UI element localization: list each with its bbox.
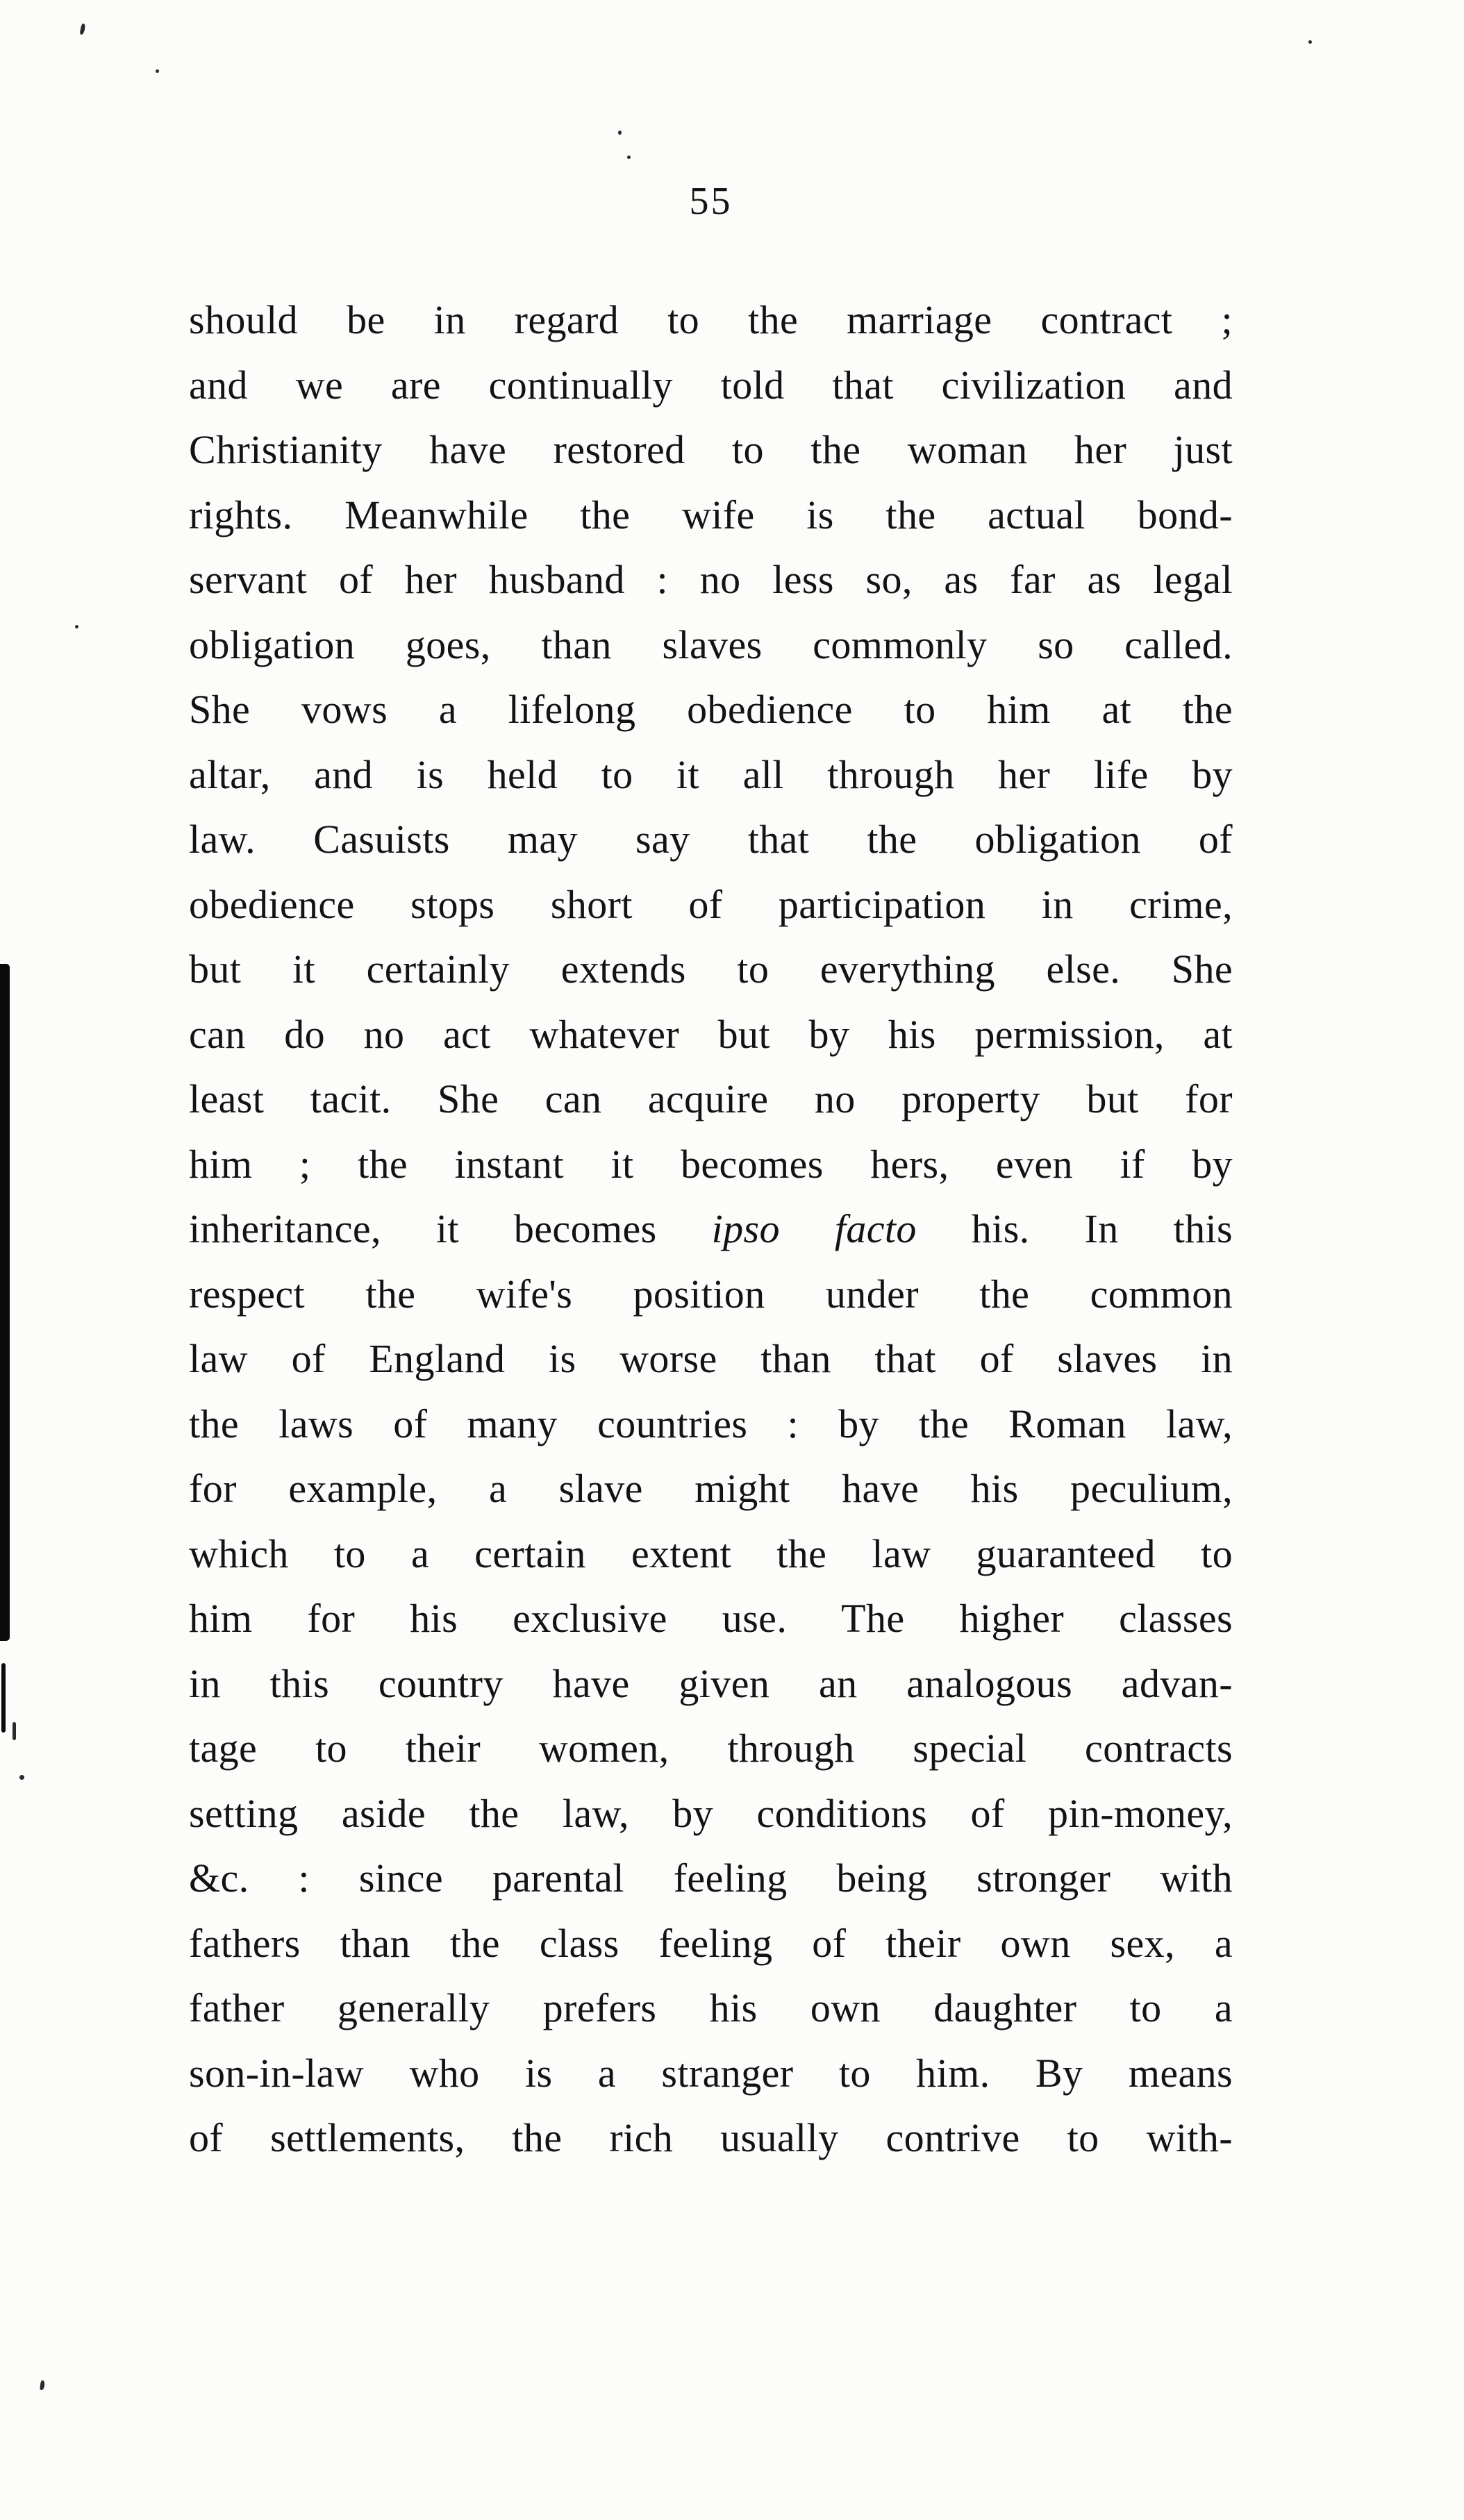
text-line: least tacit. She can acquire no property but for bbox=[189, 1076, 1233, 1121]
scan-speck bbox=[13, 1722, 16, 1740]
scan-speck bbox=[156, 69, 159, 73]
text-line: law. Casuists may say that the obligation of bbox=[189, 817, 1233, 862]
text-line: rights. Meanwhile the wife is the actual bond- bbox=[189, 492, 1233, 537]
text-block bbox=[189, 287, 1233, 2171]
text-line: father generally prefers his own daughter to a bbox=[189, 1985, 1233, 2030]
text-line: him ; the instant it becomes hers, even if by bbox=[189, 1141, 1233, 1187]
text-line: tage to their women, through special contracts bbox=[189, 1726, 1233, 1771]
scan-artifact-bar bbox=[0, 964, 10, 1641]
scan-speck bbox=[627, 156, 631, 159]
scan-speck bbox=[40, 2380, 45, 2391]
text-line: him for his exclusive use. The higher classes bbox=[189, 1596, 1233, 1641]
text-line: servant of her husband : no less so, as far as legal bbox=[189, 557, 1233, 602]
scan-speck bbox=[1308, 40, 1312, 44]
scan-artifact-bar-thin bbox=[1, 1663, 6, 1733]
scan-speck bbox=[19, 1775, 24, 1780]
text-line: obedience stops short of participation in crime, bbox=[189, 881, 1233, 927]
text-line: but it certainly extends to everything else. She bbox=[189, 946, 1233, 992]
text-line: fathers than the class feeling of their own sex, a bbox=[189, 1920, 1233, 1966]
text-line: can do no act whatever but by his permission, at bbox=[189, 1011, 1233, 1057]
text-line: of settlements, the rich usually contrive to with- bbox=[189, 2115, 1233, 2160]
text-line: obligation goes, than slaves commonly so called. bbox=[189, 621, 1233, 667]
text-line: law of England is worse than that of slaves in bbox=[189, 1336, 1233, 1381]
text-line: Christianity have restored to the woman her just bbox=[189, 427, 1233, 472]
page-number: 55 bbox=[689, 180, 733, 223]
text-line: for example, a slave might have his peculium, bbox=[189, 1466, 1233, 1511]
text-line: should be in regard to the marriage contract ; bbox=[189, 297, 1233, 342]
text-line: respect the wife's position under the common bbox=[189, 1271, 1233, 1317]
text-line: the laws of many countries : by the Roman law, bbox=[189, 1401, 1233, 1446]
text-line: setting aside the law, by conditions of pin-money, bbox=[189, 1790, 1233, 1836]
text-line: and we are continually told that civilization and bbox=[189, 362, 1233, 408]
text-line: &c. : since parental feeling being stronger with bbox=[189, 1855, 1233, 1901]
text-line: inheritance, it becomes ipso facto his. In this bbox=[189, 1206, 1233, 1251]
text-line: She vows a lifelong obedience to him at the bbox=[189, 687, 1233, 732]
text-line: which to a certain extent the law guaranteed to bbox=[189, 1530, 1233, 1576]
scan-speck bbox=[75, 625, 78, 628]
text-line: in this country have given an analogous advan- bbox=[189, 1660, 1233, 1706]
text-line: altar, and is held to it all through her life by bbox=[189, 751, 1233, 797]
text-line: son-in-law who is a stranger to him. By means bbox=[189, 2050, 1233, 2096]
scan-speck bbox=[618, 131, 622, 135]
scan-speck bbox=[79, 24, 85, 35]
